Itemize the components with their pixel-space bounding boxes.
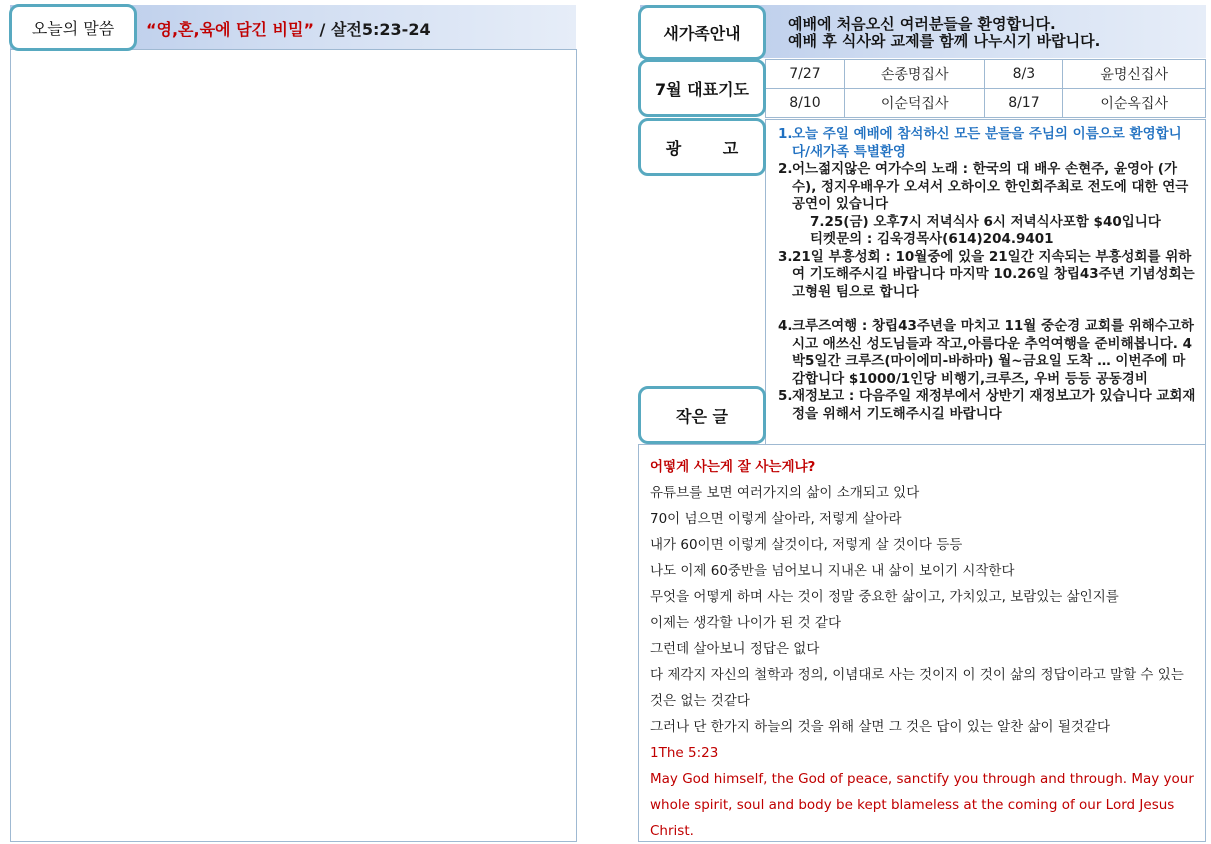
- item-text: 7.25(금) 오후7시 저녁식사 6시 저녁식사포함 $40입니다: [810, 213, 1161, 230]
- essay-line: 내가 60이면 이렇게 살것이다, 저렇게 살 것이다 등등: [650, 537, 963, 553]
- essay-line: 다 제각지 자신의 철학과 정의, 이념대로 사는 것이지 이 것이 삶의 정답이라고 말할 수 있는 것은 없는 것같다: [650, 667, 1184, 709]
- sermon-title: [146, 17, 431, 40]
- prayer-leader: 이순덕집사: [844, 89, 985, 118]
- essay-line: 그러나 단 한가지 하늘의 것을 위해 살면 그 것은 답이 있는 알찬 삶이 될것같다: [650, 719, 1111, 735]
- essay-line: 이제는 생각할 나이가 된 것 같다: [650, 615, 841, 631]
- item-text: 재정보고 : 다음주일 재정부에서 상반기 재정보고가 있습니다 교회재정을 위해서 기도해주시길 바랍니다: [792, 388, 1196, 422]
- item-text: 크루즈여행 : 창립43주년을 마치고 11월 중순경 교회를 위해수고하시고 애쓰신 성도님들과 작고,아름다운 추억여행을 준비해봅니다. 4박5일간 크루즈(마이에미-바하마) 월~금요일 도착 … 이번주에 마감합니다 $1000/1인당 비행기,크루즈, 우버 등등 공동경비: [792, 318, 1194, 387]
- welcome-line-2: 예배 후 식사와 교제를 함께 나누시기 바랍니다.: [788, 32, 1101, 50]
- verse-text: May God himself, the God of peace, sanctify you through and through. May your whole spirit, soul and body be kept blameless at the coming of our Lord Jesus Christ.: [650, 771, 1194, 839]
- essay-line: 나도 이제 60중반을 넘어보니 지내온 내 삶이 보이기 시작한다: [650, 563, 1015, 579]
- item-number: 3.: [778, 248, 793, 265]
- announcements-list: [778, 126, 1198, 423]
- prayer-leader: 손종명집사: [844, 60, 985, 89]
- item-text: 21일 부흥성회 : 10월중에 있을 21일간 지속되는 부흥성회를 위하여 기도해주시길 바랍니다 마지막 10.26일 창립43주년 기념성회는 고형원 팀으로 합니다: [792, 248, 1195, 300]
- item-number: 1.: [778, 126, 793, 142]
- prayer-tab: 7월 대표기도: [638, 59, 766, 117]
- sermon-title-ref: / 살전5:23-24: [313, 20, 431, 39]
- table-row: [766, 89, 1206, 118]
- item-text: 어느젊지않은 여가수의 노래 : 한국의 대 배우 손현주, 윤영아 (가수), 정지우배우가 오셔서 오하이오 한인회주최로 전도에 대한 연극공연이 있습니다: [792, 161, 1189, 212]
- essay-content: [650, 454, 1198, 844]
- list-item: [778, 161, 1198, 249]
- list-item: [778, 249, 1198, 302]
- item-body: [792, 161, 1198, 249]
- essay-line: 유튜브를 보면 여러가지의 삶이 소개되고 있다: [650, 485, 920, 501]
- prayer-leader: 이순옥집사: [1063, 89, 1206, 118]
- list-item: [778, 126, 1198, 161]
- essay-line: 70이 넘으면 이렇게 살아라, 저렇게 살아라: [650, 511, 902, 527]
- prayer-date: 8/17: [985, 89, 1063, 118]
- prayer-date: 8/3: [985, 60, 1063, 89]
- item-number: 5.: [778, 388, 793, 404]
- prayer-date: 7/27: [766, 60, 845, 89]
- item-text: 티켓문의 : 김욱경목사(614)204.9401: [810, 231, 1054, 247]
- verse-reference: 1The 5:23: [650, 745, 719, 761]
- table-row: [766, 60, 1206, 89]
- welcome-message: [788, 16, 1100, 50]
- welcome-line-1: 예배에 처음오신 여러분들을 환영합니다.: [788, 15, 1056, 33]
- list-item: [778, 388, 1198, 423]
- spacer: [778, 301, 1198, 318]
- item-number: 4.: [778, 318, 793, 334]
- sermon-content-panel: [10, 49, 577, 842]
- essay-line: 그런데 살아보니 정답은 없다: [650, 641, 820, 657]
- essay-line: 무엇을 어떻게 하며 사는 것이 정말 중요한 삶이고, 가치있고, 보람있는 삶인지를: [650, 589, 1119, 605]
- item-text: 오늘 주일 예배에 참석하신 모든 분들을 주님의 이름으로 환영합니다/새가족 특별환영: [792, 126, 1182, 160]
- item-number: 2.: [778, 161, 793, 177]
- list-item: [778, 318, 1198, 388]
- sermon-title-quote: “영,혼,육에 담긴 비밀”: [146, 20, 314, 39]
- prayer-date: 8/10: [766, 89, 845, 118]
- prayer-leader: 윤명신집사: [1063, 60, 1206, 89]
- essay-title: 어떻게 사는게 잘 사는게냐?: [650, 459, 816, 475]
- sermon-tab: 오늘의 말씀: [9, 4, 137, 51]
- announcements-tab: 광 고: [638, 118, 766, 176]
- essay-tab: 작은 글: [638, 386, 766, 444]
- prayer-schedule-table: [765, 59, 1206, 118]
- welcome-tab: 새가족안내: [638, 5, 766, 60]
